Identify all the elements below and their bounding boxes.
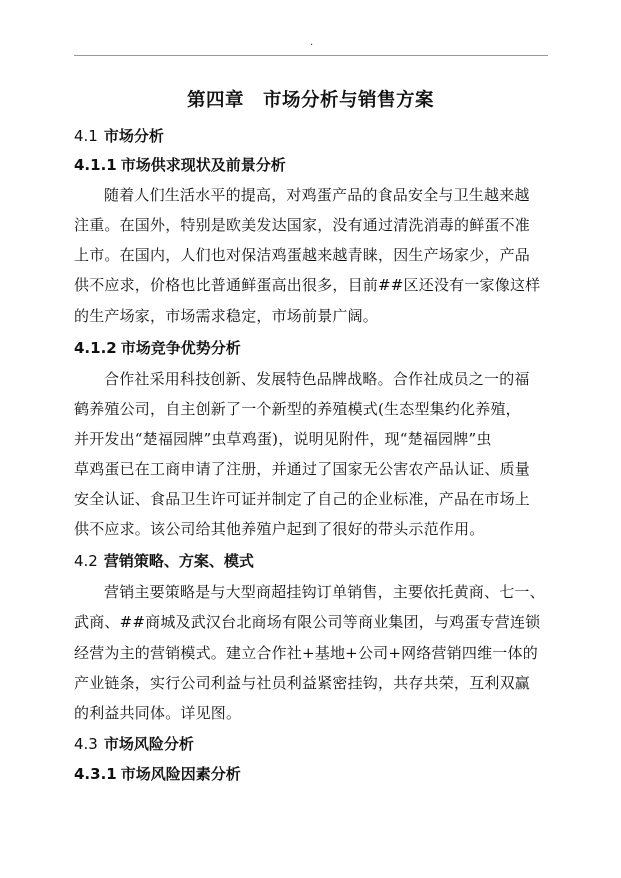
section-4-1-2-heading	[74, 337, 241, 359]
section-4-3-heading	[74, 733, 194, 755]
section-title: 营销策略、方案、模式	[103, 552, 254, 570]
paragraph-line: 随着人们生活水平的提高，对鸡蛋产品的食品安全与卫生越来越	[104, 186, 530, 204]
section-4-1-heading	[74, 125, 164, 147]
section-4-1-1-heading	[74, 154, 286, 176]
paragraph-line: 经营为主的营销模式。建立合作社+基地+公司+网络营销四维一体的	[74, 644, 538, 662]
section-number: 4.3.1	[74, 765, 117, 783]
paragraph-line: 武商、##商城及武汉台北商场有限公司等商业集团，与鸡蛋专营连锁	[74, 613, 541, 631]
header-dot: .	[310, 37, 314, 48]
page-title: 第四章 市场分析与销售方案	[186, 90, 434, 111]
section-number: 4.3	[74, 735, 98, 753]
section-number: 4.1.2	[74, 339, 117, 357]
paragraph-line: 上市。在国内，人们也对保洁鸡蛋越来越青睐，因生产场家少，产品	[74, 246, 531, 264]
paragraph-line: 合作社采用科技创新、发展特色品牌战略。合作社成员之一的福	[104, 370, 530, 388]
section-number: 4.1.1	[74, 156, 117, 174]
header-rule	[74, 55, 548, 56]
section-number: 4.1	[74, 127, 98, 145]
section-number: 4.2	[74, 552, 98, 570]
section-title: 市场风险分析	[103, 735, 194, 753]
section-4-2-heading	[74, 550, 254, 572]
section-title: 市场供求现状及前景分析	[120, 156, 286, 174]
paragraph-line: 注重。在国外，特别是欧美发达国家，没有通过清洗消毒的鲜蛋不准	[74, 216, 531, 234]
section-title: 市场分析	[103, 127, 164, 145]
paragraph-line: 安全认证、食品卫生许可证并制定了自己的企业标准，产品在市场上	[74, 490, 531, 508]
paragraph-line: 供不应求。该公司给其他养殖户起到了很好的带头示范作用。	[74, 520, 485, 538]
paragraph-line: 营销主要策略是与大型商超挂钩订单销售，主要依托黄商、七一、	[104, 583, 545, 601]
section-title: 市场风险因素分析	[120, 765, 241, 783]
section-title: 市场竞争优势分析	[120, 339, 241, 357]
paragraph-line: 草鸡蛋已在工商申请了注册，并通过了国家无公害农产品认证、质量	[74, 460, 531, 478]
paragraph-line: 产业链条，实行公司利益与社员利益紧密挂钩，共存共荣，互利双赢	[74, 674, 531, 692]
paragraph-line: 的利益共同体。详见图。	[74, 704, 242, 722]
section-4-3-1-heading	[74, 763, 241, 785]
paragraph-line: 的生产场家，市场需求稳定，市场前景广阔。	[74, 307, 379, 325]
paragraph-line: 供不应求，价格也比普通鲜蛋高出很多，目前##区还没有一家像这样	[74, 276, 541, 294]
paragraph-line: 并开发出“楚福园牌”虫草鸡蛋)，说明见附件，现“楚福园牌”虫	[74, 430, 492, 448]
paragraph-line: 鹤养殖公司，自主创新了一个新型的养殖模式(生态型集约化养殖，	[74, 400, 521, 418]
